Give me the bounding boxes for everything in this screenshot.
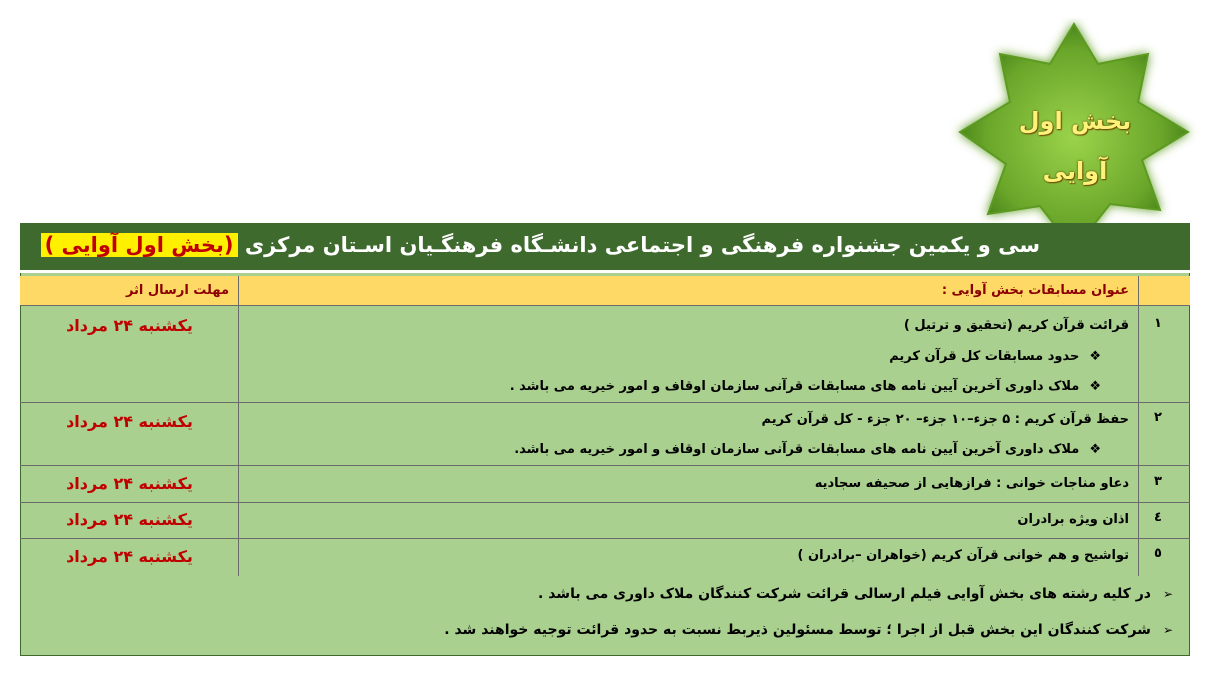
- arrow-bullet-icon: ➢: [1162, 587, 1173, 601]
- diamond-bullet-icon: ❖: [1089, 442, 1101, 457]
- arrow-bullet-icon: ➢: [1162, 623, 1173, 637]
- row-number: ۲: [1154, 410, 1162, 425]
- column-divider-deadline: [238, 276, 239, 576]
- row-divider: [20, 538, 1190, 539]
- row-divider: [20, 465, 1190, 466]
- row-divider: [20, 402, 1190, 403]
- row-title: دعاو مناجات خوانی : فرازهایی از صحیفه سجادیه: [814, 476, 1129, 491]
- row-deadline: یکشنبه ۲۴ مرداد: [66, 412, 193, 431]
- note-item: ➢شرکت کنندگان این بخش قبل از اجرا ؛ توسط مسئولین ذیربط نسبت به حدود قرائت توجیه خواهند شد .: [444, 622, 1173, 638]
- row-deadline: یکشنبه ۲۴ مرداد: [66, 316, 193, 335]
- row-number: ٤: [1154, 510, 1162, 525]
- row-bullet: ❖ملاک داوری آخرین آیین نامه های مسابقات قرآنی سازمان اوقاف و امور خیریه می باشد .: [509, 379, 1101, 394]
- row-title: حفظ قرآن کریم : ۵ جزء–۱۰ جزء– ۲۰ جزء - کل قرآن کریم: [761, 412, 1129, 427]
- row-number: ۳: [1154, 474, 1162, 489]
- row-bullet: ❖ملاک داوری آخرین آیین نامه های مسابقات قرآنی سازمان اوقاف و امور خیریه می باشد.: [514, 442, 1101, 457]
- note-item: ➢در کلیه رشته های بخش آوایی فیلم ارسالی قرائت شرکت کنندگان ملاک داوری می باشد .: [538, 586, 1173, 602]
- row-bullet: ❖حدود مسابقات کل قرآن کریم: [889, 349, 1101, 364]
- row-number: ۱: [1154, 316, 1162, 331]
- row-number: ٥: [1154, 546, 1162, 561]
- row-deadline: یکشنبه ۲۴ مرداد: [66, 474, 193, 493]
- row-title: تواشیح و هم خوانی قرآن کریم (خواهران –برادران ): [797, 548, 1129, 563]
- row-title: قرائت قرآن کریم (تحقیق و ترتیل ): [903, 318, 1129, 333]
- title-main: سی و یکمین جشنواره فرهنگی و اجتماعی دانشـگاه فرهنگـیان اسـتان مرکزی: [237, 233, 1040, 257]
- badge-line-2: آوایی: [1042, 157, 1108, 185]
- column-header-subject: عنوان مسابقات بخش آوایی :: [941, 283, 1129, 298]
- column-divider-number: [1138, 276, 1139, 576]
- title-bar: [20, 223, 1190, 273]
- row-deadline: یکشنبه ۲۴ مرداد: [66, 547, 193, 566]
- row-divider: [20, 502, 1190, 503]
- badge-line-1: بخش اول: [1018, 107, 1132, 135]
- page-title: [41, 233, 1040, 257]
- diamond-bullet-icon: ❖: [1089, 349, 1101, 364]
- diamond-bullet-icon: ❖: [1089, 379, 1101, 394]
- column-header-deadline: مهلت ارسال اثر: [125, 283, 229, 298]
- row-deadline: یکشنبه ۲۴ مرداد: [66, 510, 193, 529]
- title-highlight: (بخش اول آوایی ): [41, 233, 238, 257]
- badge-label: [1010, 96, 1140, 196]
- row-title: اذان ویژه برادران: [1017, 512, 1129, 527]
